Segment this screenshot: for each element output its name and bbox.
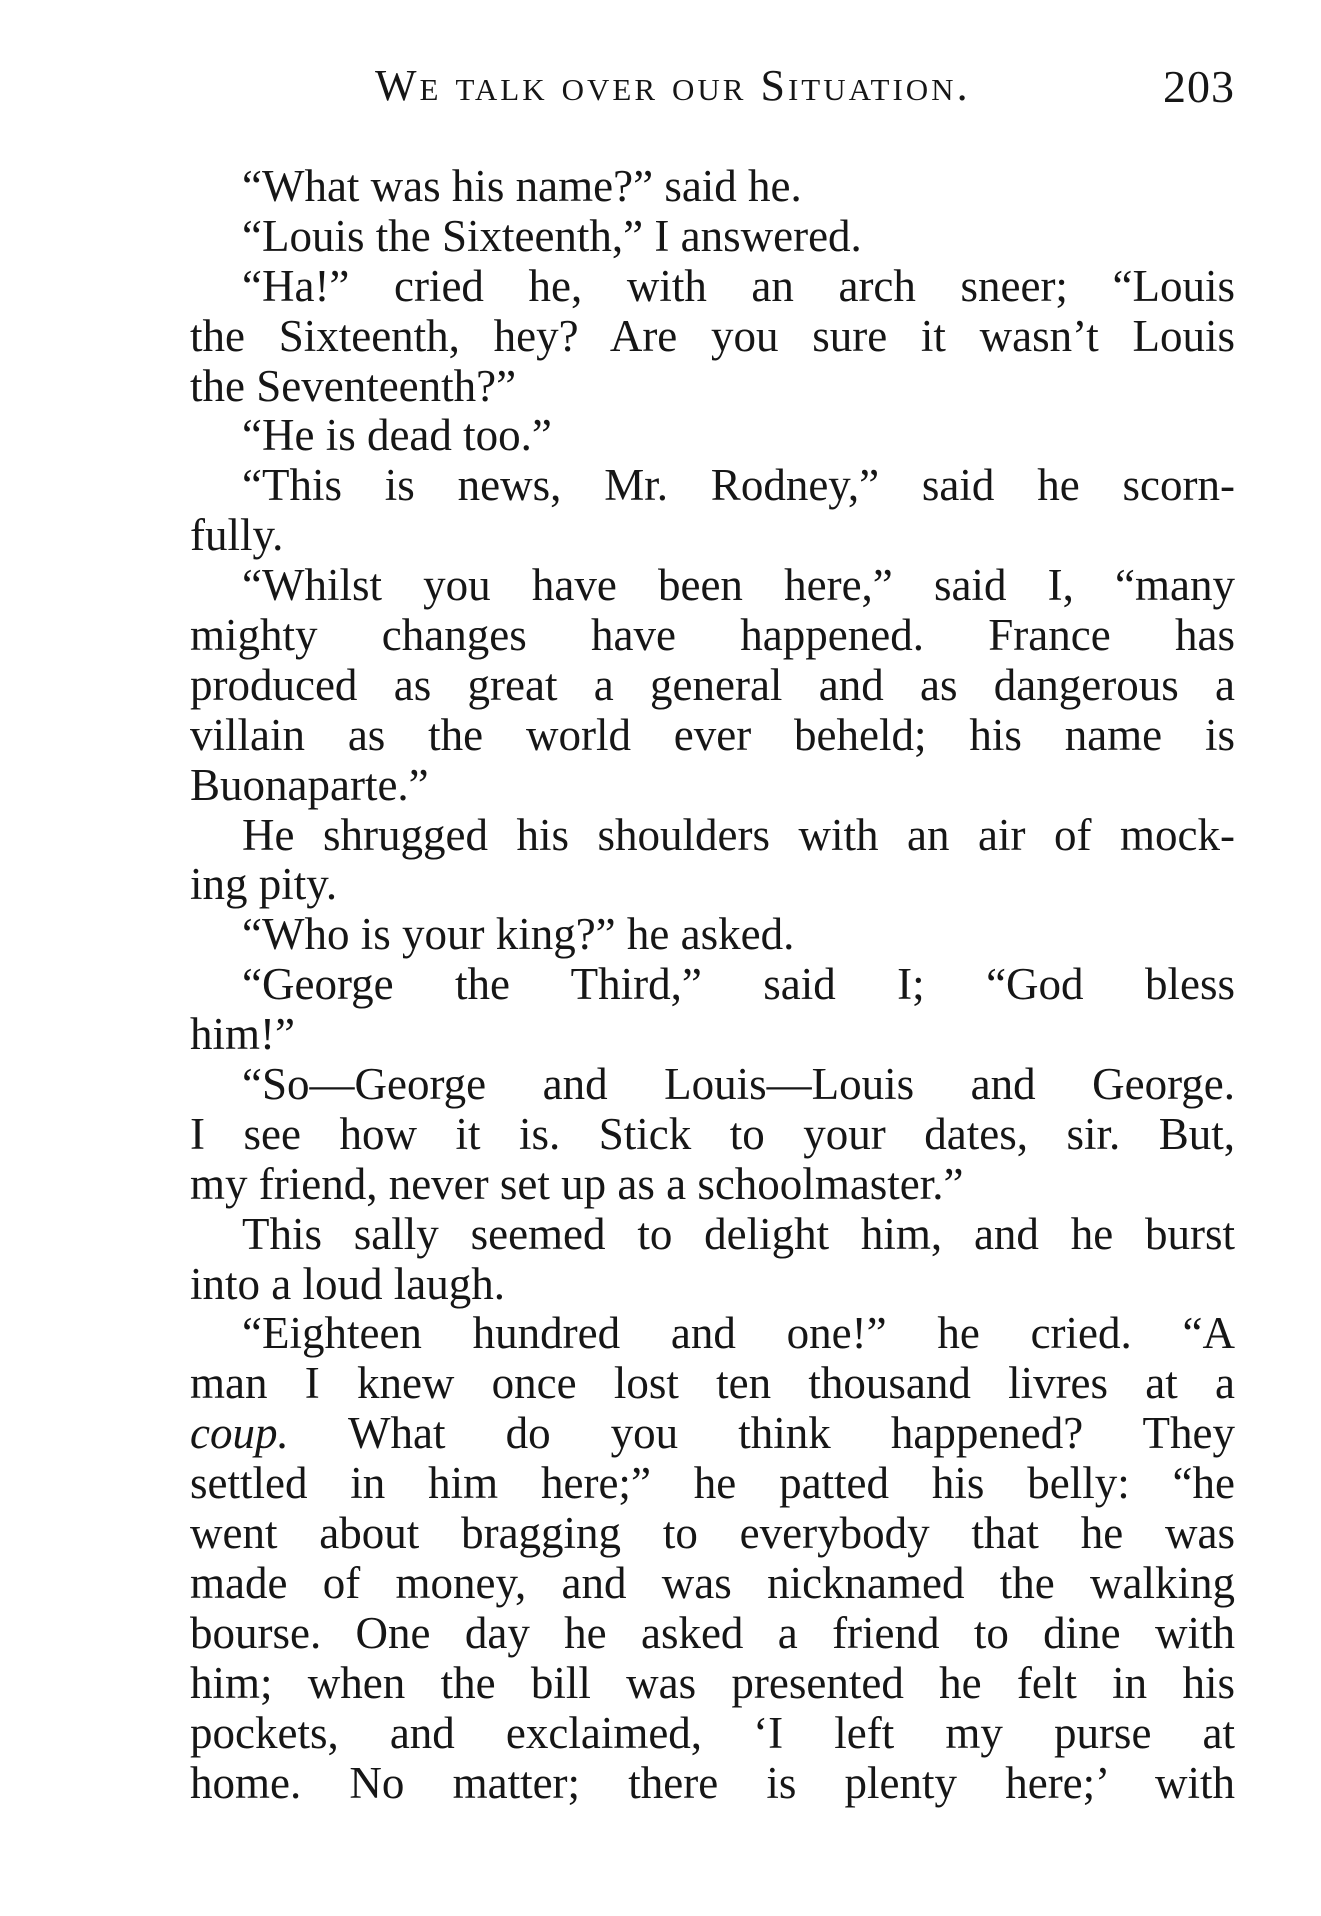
text-line: He shrugged his shoulders with an air of mock- bbox=[242, 809, 1235, 860]
text-line: “Who is your king?” he asked. bbox=[242, 909, 795, 960]
text-line: my friend, never set up as a schoolmaster.” bbox=[190, 1158, 964, 1209]
text-line: This sally seemed to delight him, and he burst bbox=[242, 1208, 1235, 1259]
text-line: Buonaparte.” bbox=[190, 759, 429, 810]
line-continuation: What do you think happened? They bbox=[288, 1408, 1235, 1459]
text-line: the Seventeenth?” bbox=[190, 360, 517, 411]
text-line: man I knew once lost ten thousand livres at a bbox=[190, 1358, 1235, 1409]
italic-word: coup. bbox=[190, 1408, 289, 1459]
text-line: “Louis the Sixteenth,” I answered. bbox=[242, 210, 862, 261]
text-line: “So—George and Louis—Louis and George. bbox=[242, 1059, 1235, 1110]
text-line: mighty changes have happened. France has bbox=[190, 610, 1235, 661]
text-line: bourse. One day he asked a friend to dine with bbox=[190, 1607, 1235, 1658]
text-line: into a loud laugh. bbox=[190, 1258, 505, 1309]
text-line: fully. bbox=[190, 510, 284, 561]
text-line: I see how it is. Stick to your dates, sir. But, bbox=[190, 1108, 1235, 1159]
text-line: produced as great a general and as dangerous a bbox=[190, 659, 1235, 710]
running-title: We talk over our Situation. bbox=[375, 61, 971, 110]
page-number: 203 bbox=[1163, 61, 1235, 112]
text-line: him!” bbox=[190, 1009, 295, 1060]
body-text bbox=[190, 162, 1235, 1808]
text-line: “He is dead too.” bbox=[242, 410, 552, 461]
text-line bbox=[190, 1409, 1235, 1459]
text-line: settled in him here;” he patted his belly: “he bbox=[190, 1458, 1235, 1509]
text-line: “This is news, Mr. Rodney,” said he scorn- bbox=[242, 460, 1235, 511]
text-line: went about bragging to everybody that he was bbox=[190, 1508, 1235, 1559]
text-line: “George the Third,” said I; “God bless bbox=[242, 959, 1235, 1010]
text-line: the Sixteenth, hey? Are you sure it wasn’t Louis bbox=[190, 310, 1235, 361]
text-line: home. No matter; there is plenty here;’ with bbox=[190, 1757, 1235, 1808]
text-line: “Ha!” cried he, with an arch sneer; “Louis bbox=[242, 260, 1235, 311]
text-line: made of money, and was nicknamed the walking bbox=[190, 1557, 1235, 1608]
text-line: “Eighteen hundred and one!” he cried. “A bbox=[242, 1308, 1235, 1359]
text-line: pockets, and exclaimed, ‘I left my purse at bbox=[190, 1707, 1235, 1758]
text-line: “Whilst you have been here,” said I, “many bbox=[242, 560, 1235, 611]
text-line: “What was his name?” said he. bbox=[242, 161, 802, 211]
text-line: him; when the bill was presented he felt in his bbox=[190, 1657, 1235, 1708]
text-line: ing pity. bbox=[190, 859, 338, 910]
page-header bbox=[375, 60, 1235, 120]
text-line: villain as the world ever beheld; his name is bbox=[190, 709, 1235, 760]
